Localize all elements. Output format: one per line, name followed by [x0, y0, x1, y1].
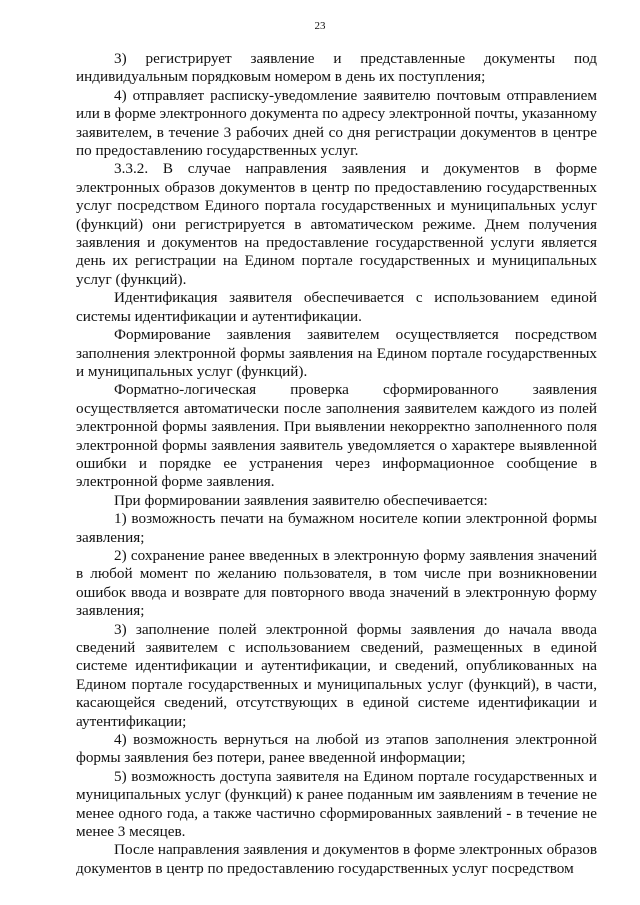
paragraph-provisions-intro: При формировании заявления заявителю обеспечивается: [114, 491, 488, 509]
page-number: 23 [314, 20, 326, 32]
list-item-1: 1) возможность печати на бумажном носителе копии электронной формы заявления; [76, 510, 597, 546]
paragraph-form-filling: Формирование заявления заявителем осуществляется посредством заполнения электронной формы заявления на Едином портале государственных и муниципальных услуг (функций). [76, 326, 597, 380]
paragraph-item-3: 3) регистрирует заявление и представленные документы под индивидуальным порядковым номером в день их поступления; [76, 50, 597, 86]
document-body [76, 50, 597, 878]
paragraph-3-3-2: 3.3.2. В случае направления заявления и документов в форме электронных образов документов в центр по предоставлению государственных услуг посредством Единого портала государственных и муниципальных услуг (функций) они регистрируется в автоматическом режиме. Днем получения заявления и документов на предоставление государственной услуги является день их регистрации на Едином портале государственных и муниципальных услуг (функций). [76, 160, 597, 288]
list-item-3: 3) заполнение полей электронной формы заявления до начала ввода сведений заявителем с использованием сведений, размещенных в единой системе идентификации и аутентификации, и сведений, опубликованных на Едином портале государственных и муниципальных услуг (функций), в части, касающейся сведений, отсутствующих в единой системе идентификации и аутентификации; [76, 620, 597, 730]
list-item-2: 2) сохранение ранее введенных в электронную форму заявления значений в любой момент по желанию пользователя, в том числе при возникновении ошибок ввода и возврате для повторного ввода значений в электронную форму заявления; [76, 546, 597, 620]
list-item-4: 4) возможность вернуться на любой из этапов заполнения электронной формы заявления без потери, ранее введенной информации; [76, 731, 597, 767]
paragraph-after-submission: После направления заявления и документов в форме электронных образов документов в центр по предоставлению государственных услуг посредством [76, 841, 597, 877]
paragraph-item-4: 4) отправляет расписку-уведомление заявителю почтовым отправлением или в форме электронного документа по адресу электронной почты, указанному заявителем, в течение 3 рабочих дней со дня регистрации документов в центре по предоставлению государственных услуг. [76, 86, 597, 160]
list-item-5: 5) возможность доступа заявителя на Едином портале государственных и муниципальных услуг (функций) к ранее поданным им заявлениям в течение не менее одного года, а также частично сформированных заявлений - в течение не менее 3 месяцев. [76, 767, 597, 841]
paragraph-identification: Идентификация заявителя обеспечивается с использованием единой системы идентификации и аутентификации. [76, 289, 597, 325]
paragraph-format-check: Форматно-логическая проверка сформированного заявления осуществляется автоматически после заполнения заявителем каждого из полей электронной формы заявления. При выявлении некорректно заполненного поля электронной формы заявления заявитель уведомляется о характере выявленной ошибки и порядке ее устранения через информационное сообщение в электронной форме заявления. [76, 381, 597, 491]
